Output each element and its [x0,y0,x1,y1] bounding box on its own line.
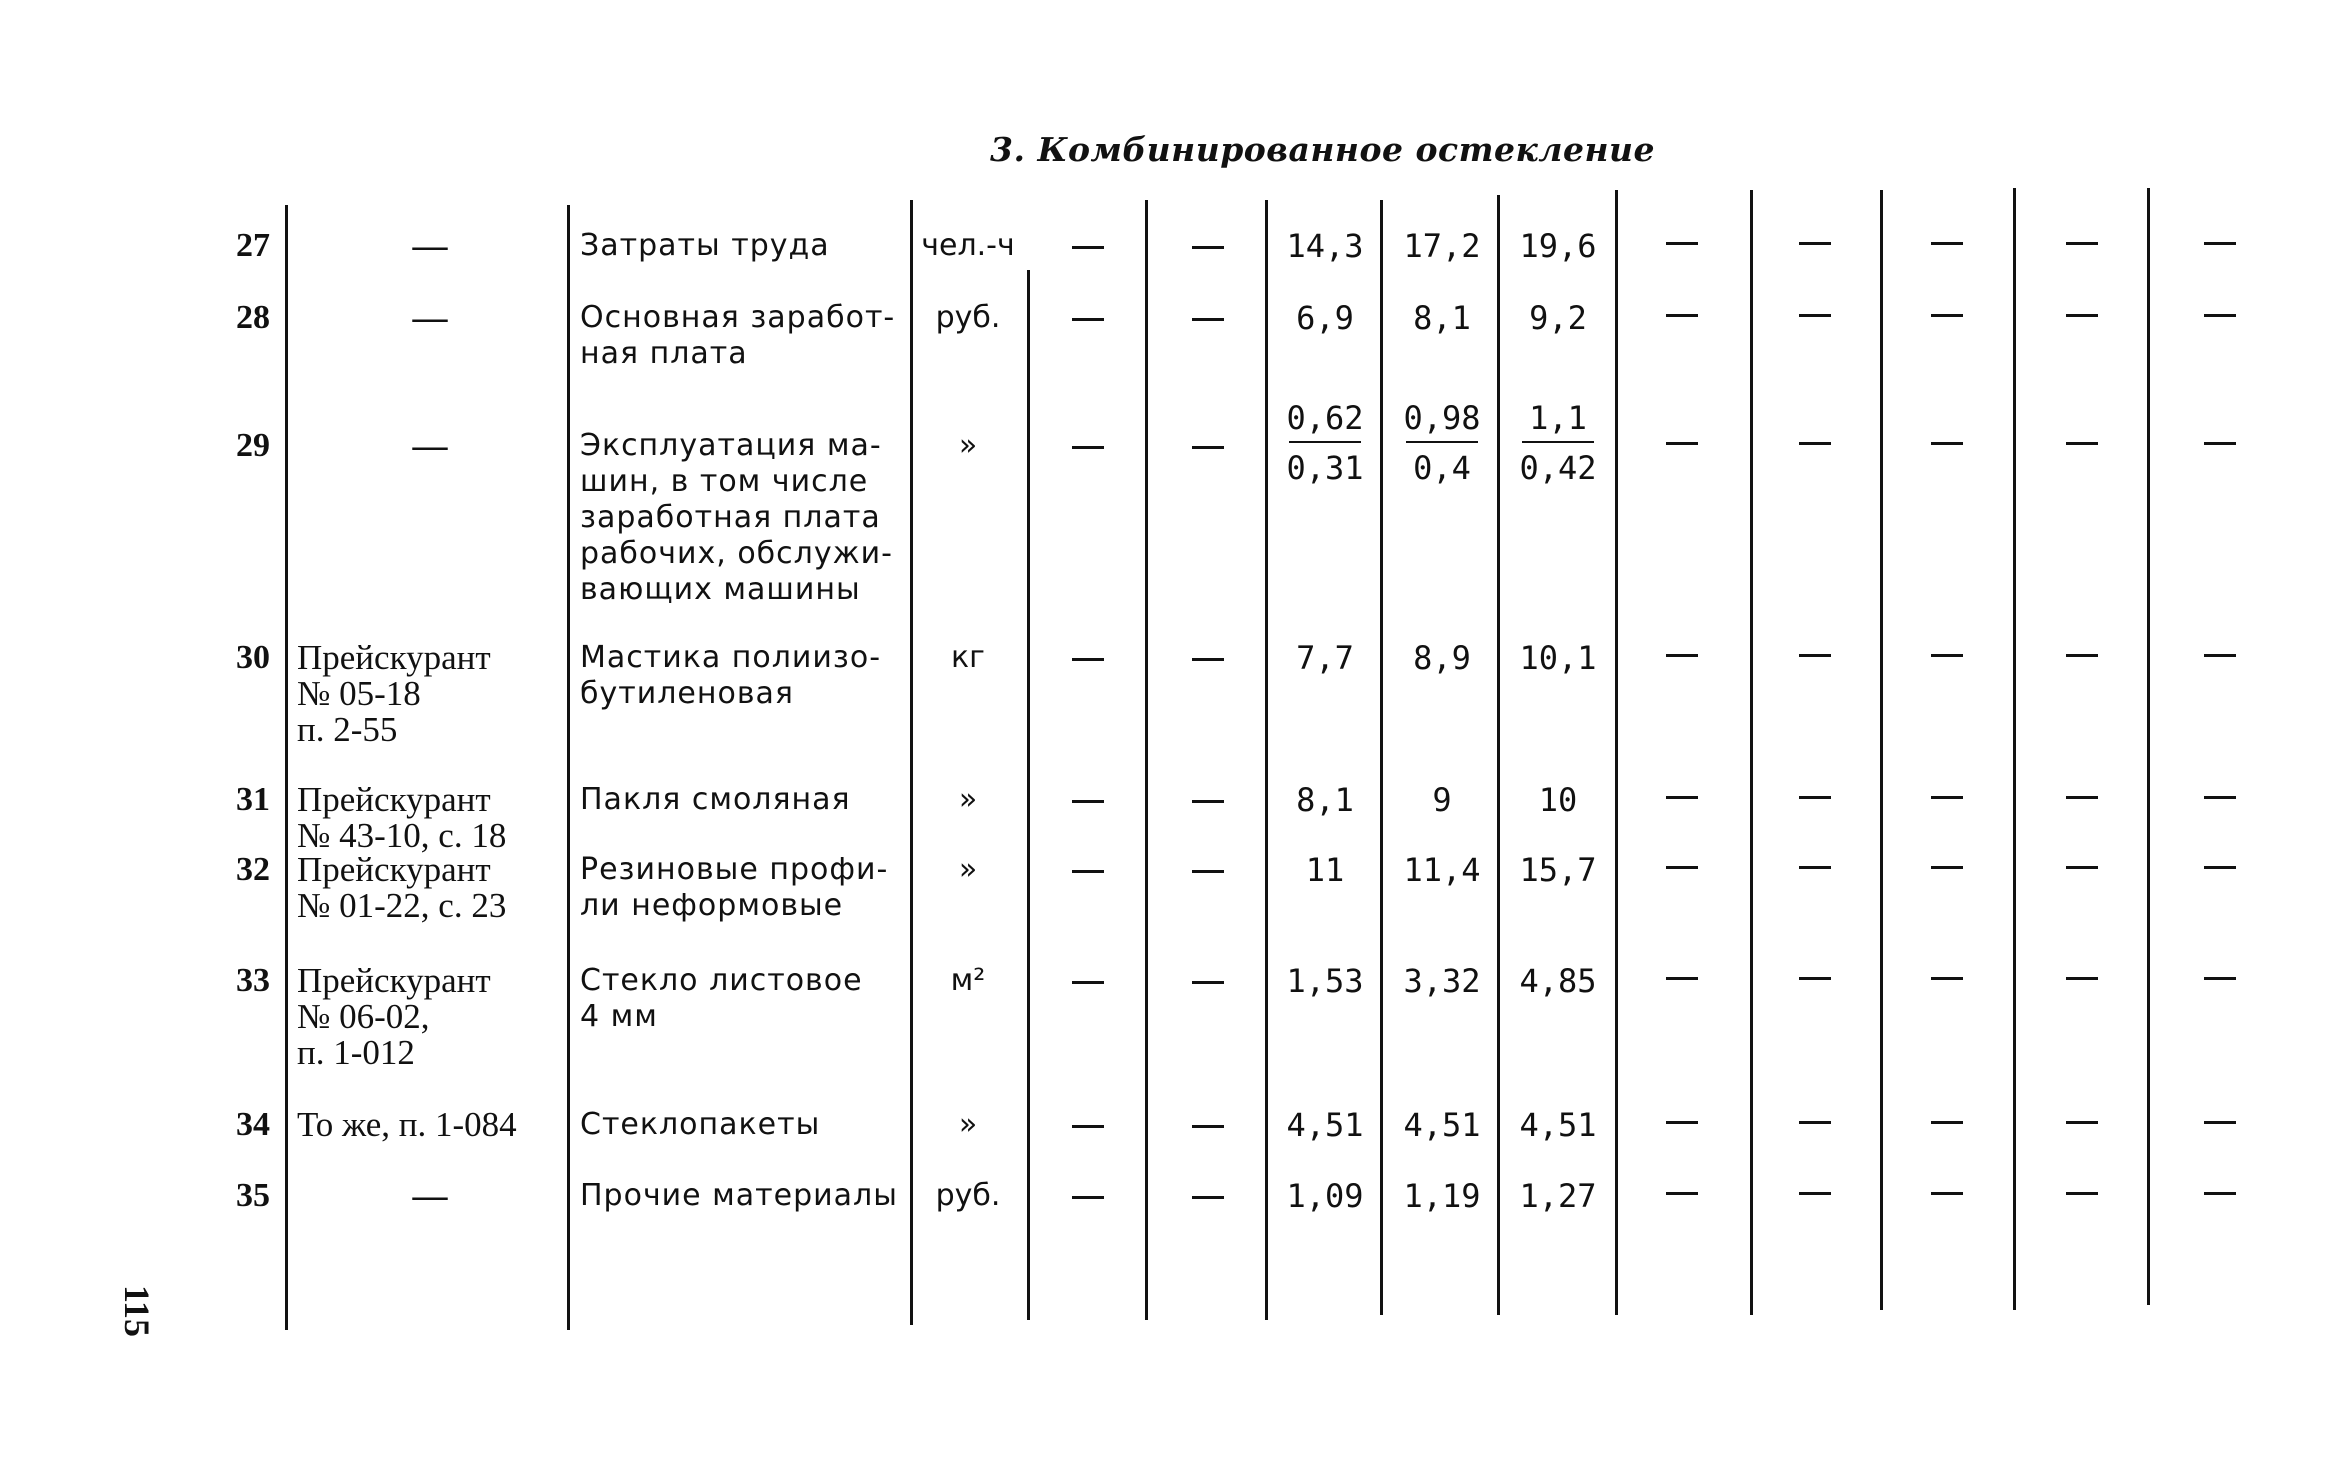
value-cell: 9 [1432,781,1452,819]
empty-value-dash [1931,654,1963,657]
description-line: Стеклопакеты [580,1107,821,1142]
empty-value-dash [2066,796,2098,799]
value-cell: 10,1 [1519,639,1597,677]
value-cell: 15,7 [1519,851,1597,889]
empty-value-dash [1666,242,1698,245]
empty-value-dash [1072,318,1104,321]
page-number: 115 [117,1285,157,1338]
empty-value-dash [1192,981,1224,984]
source-reference-line: Прейскурант [297,961,491,1000]
empty-value-dash [1192,446,1224,449]
description-line: Пакля смоляная [580,782,851,817]
value-cell: 19,6 [1519,227,1597,265]
row-number: 34 [236,1106,270,1143]
description-line: ли неформовые [580,888,844,923]
value-cell: 4,85 [1519,962,1597,1000]
fraction-numerator: 0,98 [1403,399,1481,437]
empty-value-dash [1799,242,1831,245]
empty-value-dash [2204,977,2236,980]
value-cell: 1,53 [1286,962,1364,1000]
row-number: 31 [236,781,270,818]
description-line: 4 мм [580,999,658,1034]
empty-value-dash [1931,796,1963,799]
empty-value-dash [2066,242,2098,245]
fraction-bar [1522,441,1594,443]
empty-value-dash [1192,1125,1224,1128]
source-reference-line: п. 1-012 [297,1033,415,1072]
table-column-rule [1615,190,1618,1315]
description-line: Стекло листовое [580,963,863,998]
empty-value-dash [2204,442,2236,445]
empty-value-dash [2066,1192,2098,1195]
empty-value-dash [1072,1125,1104,1128]
row-number: 33 [236,962,270,999]
source-reference-line: № 01-22, с. 23 [297,886,507,925]
value-cell: 1,27 [1519,1177,1597,1215]
source-reference-line: № 06-02, [297,997,430,1036]
table-column-rule [2013,188,2016,1310]
empty-value-dash [1192,800,1224,803]
empty-value-dash [1192,870,1224,873]
empty-value-dash [2204,242,2236,245]
empty-value-dash [1799,1121,1831,1124]
fraction-value [1392,398,1492,488]
row-number: 27 [236,227,270,264]
empty-value-dash [2204,1192,2236,1195]
empty-value-dash [1799,796,1831,799]
fraction-denominator: 0,4 [1413,449,1471,487]
value-cell: 17,2 [1403,227,1481,265]
description-line: рабочих, обслужи- [580,536,893,571]
source-reference-line: Прейскурант [297,638,491,677]
row-number: 35 [236,1177,270,1214]
source-reference-line: № 05-18 [297,674,421,713]
empty-value-dash [2204,314,2236,317]
value-cell: 8,1 [1296,781,1354,819]
value-cell: 8,1 [1413,299,1471,337]
empty-value-dash [1666,442,1698,445]
empty-value-dash [2066,977,2098,980]
empty-value-dash [2066,1121,2098,1124]
table-column-rule [1027,270,1030,1320]
empty-value-dash [1799,314,1831,317]
unit-of-measure: руб. [935,300,1001,335]
fraction-denominator: 0,31 [1286,449,1364,487]
table-column-rule [1497,195,1500,1315]
value-cell: 4,51 [1286,1106,1364,1144]
source-dash: — [412,1176,448,1215]
empty-value-dash [1072,981,1104,984]
source-reference-line: п. 2-55 [297,710,398,749]
empty-value-dash [2204,1121,2236,1124]
section-title: 3. Комбинированное остекление [990,130,1656,169]
table-column-rule [910,200,913,1325]
row-number: 30 [236,639,270,676]
empty-value-dash [1072,658,1104,661]
empty-value-dash [1799,866,1831,869]
row-number: 29 [236,427,270,464]
description-line: бутиленовая [580,676,794,711]
table-column-rule [1380,200,1383,1315]
description-line: Эксплуатация ма- [580,428,882,463]
description-line: заработная плата [580,500,881,535]
empty-value-dash [2066,314,2098,317]
description-line: Основная заработ- [580,300,896,335]
description-line: вающих машины [580,572,861,607]
value-cell: 11,4 [1403,851,1481,889]
empty-value-dash [1931,442,1963,445]
empty-value-dash [1192,246,1224,249]
description-line: ная плата [580,336,748,371]
table-column-rule [1750,190,1753,1315]
source-dash: — [412,226,448,265]
unit-of-measure: чел.-ч [921,228,1015,263]
value-cell: 9,2 [1529,299,1587,337]
source-dash: — [412,426,448,465]
value-cell: 4,51 [1403,1106,1481,1144]
fraction-bar [1289,441,1361,443]
empty-value-dash [1931,242,1963,245]
empty-value-dash [1666,314,1698,317]
fraction-numerator: 0,62 [1286,399,1364,437]
value-cell: 7,7 [1296,639,1354,677]
empty-value-dash [1072,1196,1104,1199]
table-column-rule [2147,188,2150,1305]
empty-value-dash [2066,866,2098,869]
empty-value-dash [1799,1192,1831,1195]
description-line: Затраты труда [580,228,830,263]
source-reference-line: Прейскурант [297,850,491,889]
empty-value-dash [1931,314,1963,317]
row-number: 28 [236,299,270,336]
empty-value-dash [1072,870,1104,873]
empty-value-dash [1931,1121,1963,1124]
empty-value-dash [1799,442,1831,445]
fraction-value [1508,398,1608,488]
value-cell: 10 [1538,781,1578,819]
unit-of-measure: » [958,852,978,887]
fraction-bar [1406,441,1478,443]
empty-value-dash [1666,654,1698,657]
empty-value-dash [1192,318,1224,321]
source-reference-line: Прейскурант [297,780,491,819]
empty-value-dash [1192,1196,1224,1199]
empty-value-dash [2204,866,2236,869]
table-column-rule [1145,200,1148,1320]
description-line: Прочие материалы [580,1178,898,1213]
fraction-numerator: 1,1 [1529,399,1587,437]
empty-value-dash [1931,977,1963,980]
fraction-denominator: 0,42 [1519,449,1597,487]
value-cell: 1,19 [1403,1177,1481,1215]
empty-value-dash [1666,796,1698,799]
table-column-rule [285,205,288,1330]
description-line: Мастика полиизо- [580,640,882,675]
value-cell: 4,51 [1519,1106,1597,1144]
empty-value-dash [2066,654,2098,657]
empty-value-dash [1666,977,1698,980]
table-column-rule [1265,200,1268,1320]
empty-value-dash [1072,446,1104,449]
table-column-rule [567,205,570,1330]
empty-value-dash [1666,1192,1698,1195]
empty-value-dash [1666,866,1698,869]
description-line: Резиновые профи- [580,852,889,887]
description-line: шин, в том числе [580,464,869,499]
value-cell: 6,9 [1296,299,1354,337]
unit-of-measure: » [958,1107,978,1142]
value-cell: 3,32 [1403,962,1481,1000]
empty-value-dash [1799,654,1831,657]
empty-value-dash [2204,654,2236,657]
value-cell: 11 [1305,851,1345,889]
empty-value-dash [2066,442,2098,445]
empty-value-dash [2204,796,2236,799]
unit-of-measure: » [958,428,978,463]
unit-of-measure: м² [950,963,986,998]
unit-of-measure: » [958,782,978,817]
source-reference-line: № 43-10, с. 18 [297,816,507,855]
value-cell: 1,09 [1286,1177,1364,1215]
empty-value-dash [1072,246,1104,249]
empty-value-dash [1666,1121,1698,1124]
table-column-rule [1880,190,1883,1310]
source-dash: — [412,298,448,337]
source-reference-line: То же, п. 1-084 [297,1105,517,1144]
value-cell: 14,3 [1286,227,1364,265]
fraction-value [1275,398,1375,488]
unit-of-measure: руб. [935,1178,1001,1213]
row-number: 32 [236,851,270,888]
empty-value-dash [1931,866,1963,869]
empty-value-dash [1799,977,1831,980]
unit-of-measure: кг [951,640,985,675]
empty-value-dash [1931,1192,1963,1195]
empty-value-dash [1192,658,1224,661]
value-cell: 8,9 [1413,639,1471,677]
empty-value-dash [1072,800,1104,803]
